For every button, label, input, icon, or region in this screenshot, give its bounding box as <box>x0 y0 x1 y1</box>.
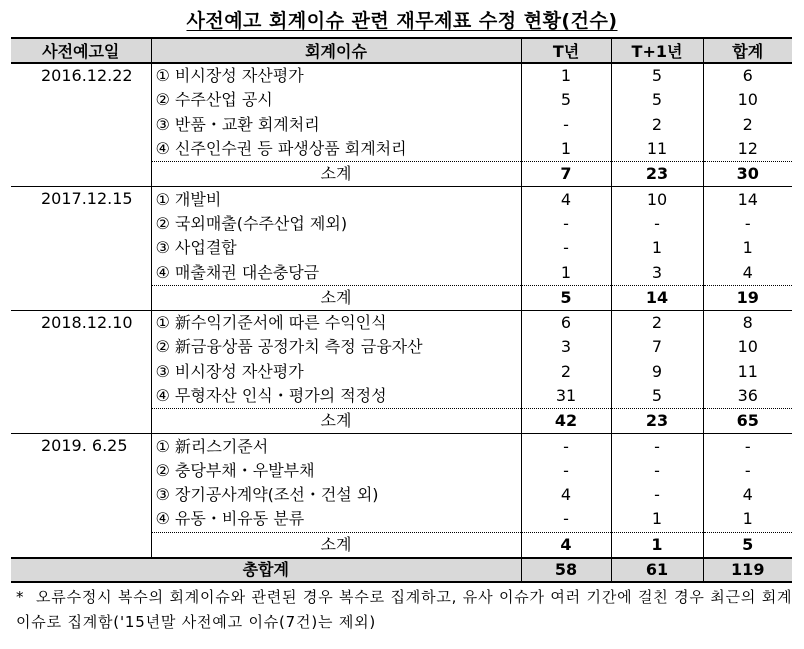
value-sum: 8 <box>703 310 792 335</box>
footnote-text: 오류수정시 복수의 회계이슈와 관련된 경우 복수로 집계하고, 유사 이슈가 여러 기간에 걸친 경우 최근의 회계이슈로 집계함('15년말 사전예고 이슈(7건)는 제외) <box>16 588 793 631</box>
announcement-date: 2018.12.10 <box>11 310 151 433</box>
value-t: - <box>521 236 611 260</box>
table-row <box>11 310 792 335</box>
value-sum: 10 <box>703 88 792 112</box>
accounting-issue: ③ 사업결합 <box>151 236 521 260</box>
subtotal-sum: 5 <box>703 532 792 558</box>
value-sum: 2 <box>703 113 792 137</box>
value-t1: 7 <box>611 335 703 359</box>
header-sum: 합계 <box>703 38 792 63</box>
value-t: 6 <box>521 310 611 335</box>
accounting-issue: ④ 매출채권 대손충당금 <box>151 260 521 285</box>
subtotal-label: 소계 <box>151 532 521 558</box>
value-t: 2 <box>521 360 611 384</box>
subtotal-t: 4 <box>521 532 611 558</box>
announcement-date: 2019. 6.25 <box>11 434 151 558</box>
subtotal-label: 소계 <box>151 285 521 310</box>
subtotal-sum: 30 <box>703 162 792 187</box>
grand-total-row <box>11 558 792 582</box>
value-t: 4 <box>521 483 611 507</box>
announcement-date: 2016.12.22 <box>11 63 151 187</box>
footnote <box>16 585 796 635</box>
header-t1: T+1년 <box>611 38 703 63</box>
value-sum: 1 <box>703 236 792 260</box>
value-sum: 6 <box>703 63 792 88</box>
grand-total-t: 58 <box>521 558 611 582</box>
subtotal-label: 소계 <box>151 162 521 187</box>
value-t: 31 <box>521 384 611 409</box>
subtotal-t1: 23 <box>611 162 703 187</box>
accounting-issue: ④ 신주인수권 등 파생상품 회계처리 <box>151 137 521 162</box>
accounting-issue: ③ 비시장성 자산평가 <box>151 360 521 384</box>
value-t1: 2 <box>611 113 703 137</box>
value-sum: 4 <box>703 483 792 507</box>
value-t1: 5 <box>611 63 703 88</box>
grand-total-t1: 61 <box>611 558 703 582</box>
accounting-issue: ④ 무형자산 인식・평가의 적정성 <box>151 384 521 409</box>
value-t: 3 <box>521 335 611 359</box>
accounting-issue: ② 충당부채・우발부채 <box>151 459 521 483</box>
subtotal-sum: 65 <box>703 409 792 434</box>
value-sum: - <box>703 434 792 459</box>
subtotal-label: 소계 <box>151 409 521 434</box>
table-row <box>11 187 792 212</box>
header-row <box>11 38 792 63</box>
subtotal-t: 7 <box>521 162 611 187</box>
value-t: - <box>521 507 611 532</box>
value-t: 1 <box>521 63 611 88</box>
value-t: - <box>521 459 611 483</box>
value-sum: 36 <box>703 384 792 409</box>
subtotal-sum: 19 <box>703 285 792 310</box>
footnote-marker: * <box>16 588 25 606</box>
subtotal-t1: 14 <box>611 285 703 310</box>
value-t1: - <box>611 459 703 483</box>
value-sum: 10 <box>703 335 792 359</box>
accounting-issue: ② 수주산업 공시 <box>151 88 521 112</box>
value-t1: 11 <box>611 137 703 162</box>
subtotal-t1: 1 <box>611 532 703 558</box>
accounting-issue: ② 新금융상품 공정가치 측정 금융자산 <box>151 335 521 359</box>
accounting-issue: ① 비시장성 자산평가 <box>151 63 521 88</box>
value-t1: - <box>611 483 703 507</box>
accounting-issue: ① 개발비 <box>151 187 521 212</box>
value-t1: 5 <box>611 88 703 112</box>
value-t1: 1 <box>611 236 703 260</box>
value-sum: 11 <box>703 360 792 384</box>
value-t1: - <box>611 212 703 236</box>
value-t1: 5 <box>611 384 703 409</box>
value-t1: 3 <box>611 260 703 285</box>
value-t1: 1 <box>611 507 703 532</box>
value-sum: 12 <box>703 137 792 162</box>
table-row <box>11 434 792 459</box>
grand-total-label: 총합계 <box>11 558 521 582</box>
value-sum: 1 <box>703 507 792 532</box>
header-t: T년 <box>521 38 611 63</box>
restatement-table <box>11 37 792 583</box>
accounting-issue: ② 국외매출(수주산업 제외) <box>151 212 521 236</box>
subtotal-t1: 23 <box>611 409 703 434</box>
value-t: 5 <box>521 88 611 112</box>
announcement-date: 2017.12.15 <box>11 187 151 310</box>
value-t: - <box>521 212 611 236</box>
value-t1: 9 <box>611 360 703 384</box>
value-sum: 14 <box>703 187 792 212</box>
value-t: 4 <box>521 187 611 212</box>
table-title: 사전예고 회계이슈 관련 재무제표 수정 현황(건수) <box>186 10 618 32</box>
accounting-issue: ③ 장기공사계약(조선・건설 외) <box>151 483 521 507</box>
value-sum: - <box>703 212 792 236</box>
subtotal-t: 5 <box>521 285 611 310</box>
header-issue: 회계이슈 <box>151 38 521 63</box>
accounting-issue: ① 新리스기준서 <box>151 434 521 459</box>
value-t: - <box>521 113 611 137</box>
accounting-issue: ① 新수익기준서에 따른 수익인식 <box>151 310 521 335</box>
grand-total-sum: 119 <box>703 558 792 582</box>
value-t: - <box>521 434 611 459</box>
header-date: 사전예고일 <box>11 38 151 63</box>
value-t: 1 <box>521 137 611 162</box>
value-t1: 2 <box>611 310 703 335</box>
accounting-issue: ④ 유동・비유동 분류 <box>151 507 521 532</box>
table-row <box>11 63 792 88</box>
accounting-issue: ③ 반품・교환 회계처리 <box>151 113 521 137</box>
value-t: 1 <box>521 260 611 285</box>
value-sum: - <box>703 459 792 483</box>
value-t1: 10 <box>611 187 703 212</box>
value-sum: 4 <box>703 260 792 285</box>
value-t1: - <box>611 434 703 459</box>
subtotal-t: 42 <box>521 409 611 434</box>
